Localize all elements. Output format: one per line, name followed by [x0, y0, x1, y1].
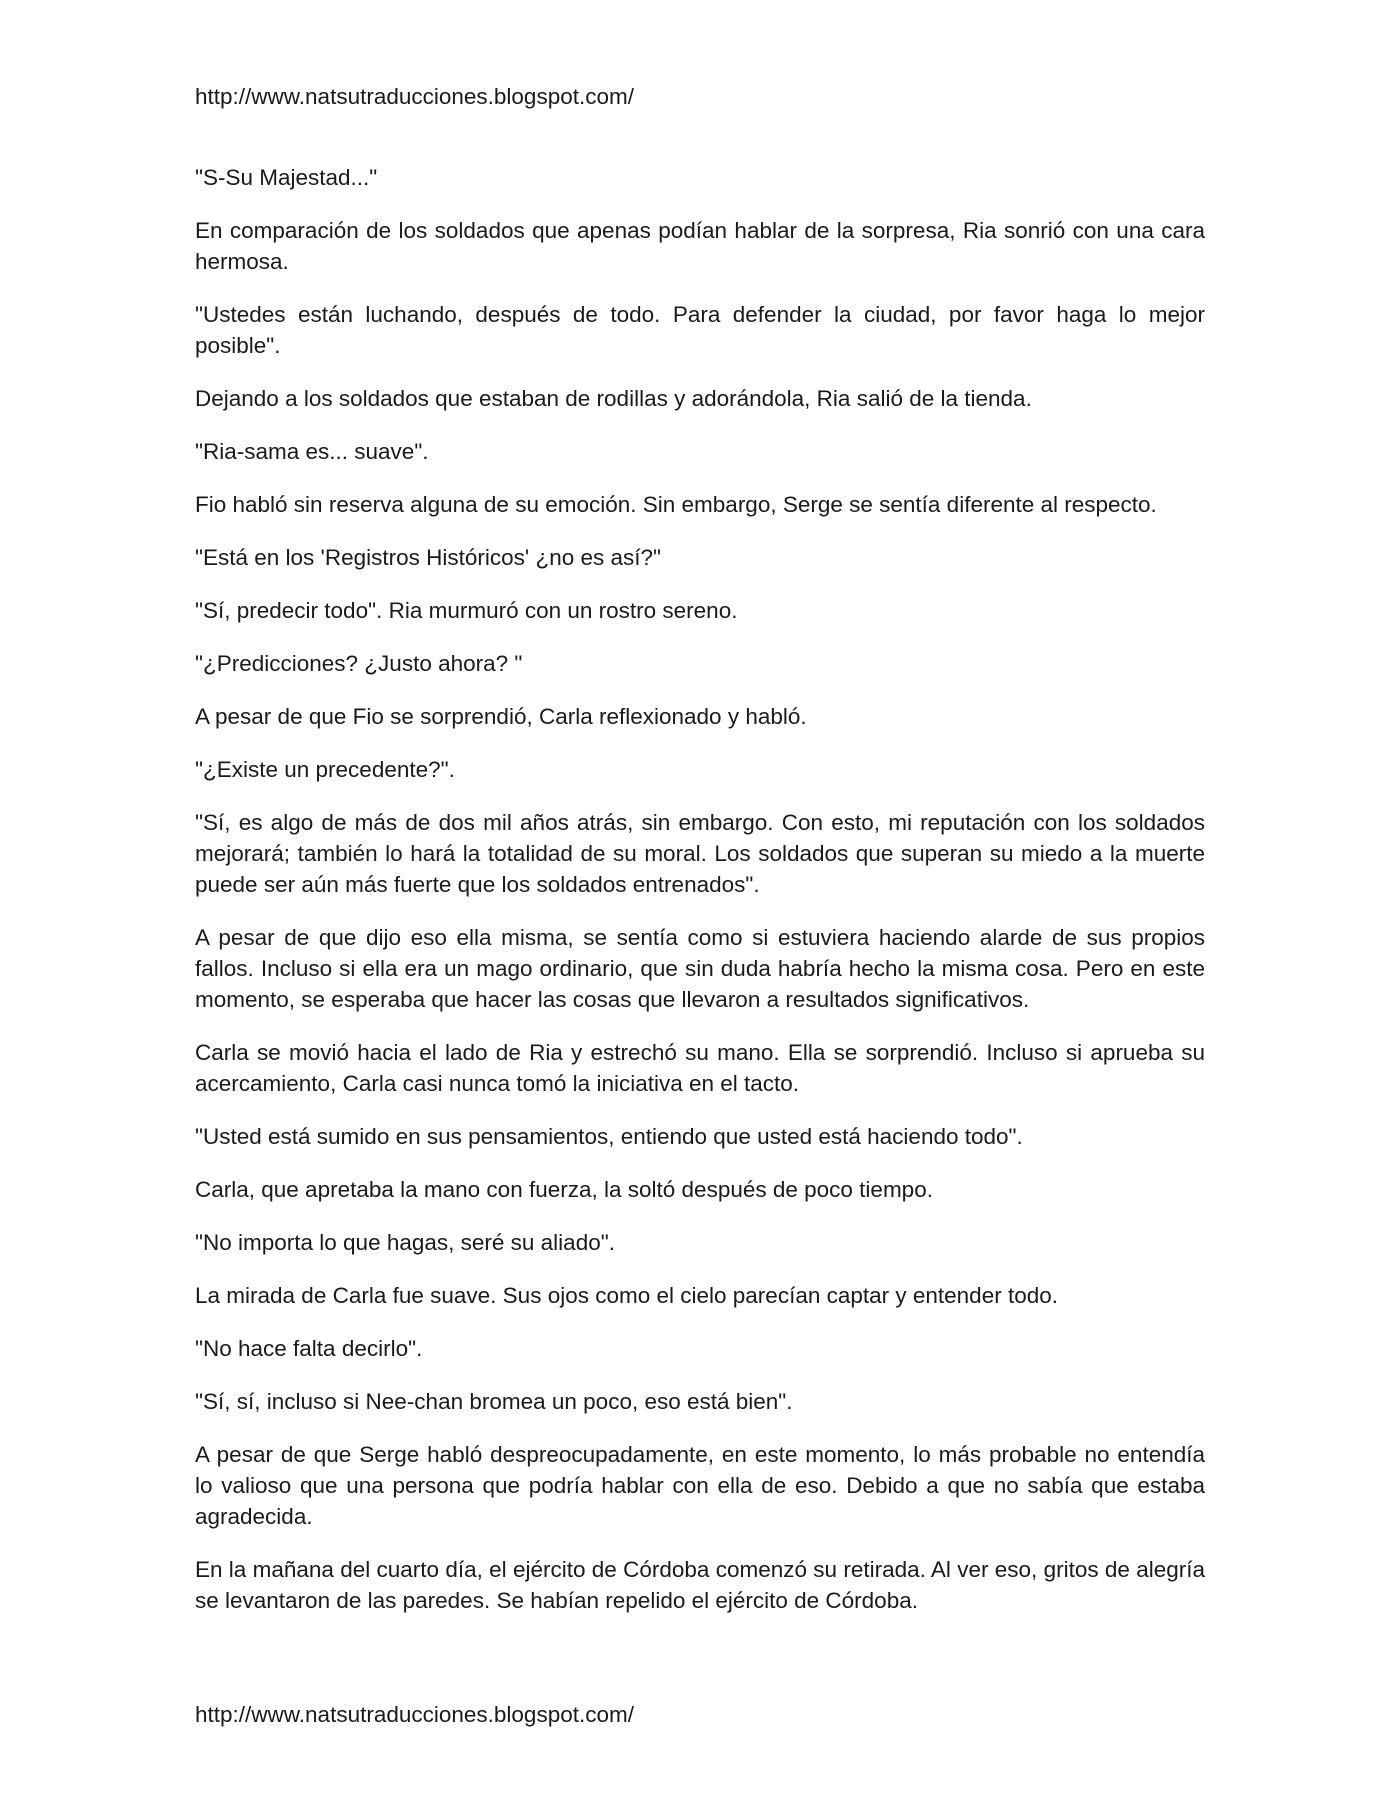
paragraph: Carla, que apretaba la mano con fuerza, la soltó después de poco tiempo.: [195, 1177, 933, 1202]
paragraph: A pesar de que dijo eso ella misma, se sentía como si estuviera haciendo alarde de sus propios fallos. Incluso si ella era un mago ordinario, que sin duda habría hecho la misma cosa. Pero en este momento, se esperaba que hacer las cosas que llevaron a resultados significativos.: [195, 925, 1205, 1012]
paragraph: Fio habló sin reserva alguna de su emoción. Sin embargo, Serge se sentía diferente al respecto.: [195, 492, 1157, 517]
paragraph: "Está en los 'Registros Históricos' ¿no es así?": [195, 545, 661, 570]
paragraph: Carla se movió hacia el lado de Ria y estrechó su mano. Ella se sorprendió. Incluso si aprueba su acercamiento, Carla casi nunca tomó la iniciativa en el tacto.: [195, 1040, 1205, 1096]
paragraph: "S-Su Majestad...": [195, 165, 378, 190]
paragraph: "No importa lo que hagas, seré su aliado".: [195, 1230, 615, 1255]
header-url: http://www.natsutraducciones.blogspot.com/: [195, 84, 634, 109]
paragraph: "Sí, predecir todo". Ria murmuró con un rostro sereno.: [195, 598, 738, 623]
footer-url: http://www.natsutraducciones.blogspot.com/: [195, 1702, 634, 1727]
paragraph: A pesar de que Serge habló despreocupadamente, en este momento, lo más probable no entendía lo valioso que una persona que podría hablar con ella de eso. Debido a que no sabía que estaba agradecida.: [195, 1442, 1205, 1529]
document-body: [195, 162, 1205, 1616]
paragraph: "¿Predicciones? ¿Justo ahora? ": [195, 651, 523, 676]
paragraph: En comparación de los soldados que apenas podían hablar de la sorpresa, Ria sonrió con una cara hermosa.: [195, 218, 1205, 274]
paragraph: La mirada de Carla fue suave. Sus ojos como el cielo parecían captar y entender todo.: [195, 1283, 1058, 1308]
paragraph: "Sí, sí, incluso si Nee-chan bromea un poco, eso está bien".: [195, 1389, 793, 1414]
paragraph: "No hace falta decirlo".: [195, 1336, 423, 1361]
paragraph: Dejando a los soldados que estaban de rodillas y adorándola, Ria salió de la tienda.: [195, 386, 1032, 411]
paragraph: "Ria-sama es... suave".: [195, 439, 429, 464]
paragraph: A pesar de que Fio se sorprendió, Carla reflexionado y habló.: [195, 704, 807, 729]
paragraph: "Usted está sumido en sus pensamientos, entiendo que usted está haciendo todo".: [195, 1124, 1023, 1149]
paragraph: "Sí, es algo de más de dos mil años atrás, sin embargo. Con esto, mi reputación con los soldados mejorará; también lo hará la totalidad de su moral. Los soldados que superan su miedo a la muerte puede ser aún más fuerte que los soldados entrenados".: [195, 810, 1205, 897]
paragraph: "Ustedes están luchando, después de todo. Para defender la ciudad, por favor haga lo mejor posible".: [195, 302, 1205, 358]
paragraph: "¿Existe un precedente?".: [195, 757, 455, 782]
paragraph: En la mañana del cuarto día, el ejército de Córdoba comenzó su retirada. Al ver eso, gritos de alegría se levantaron de las paredes. Se habían repelido el ejército de Córdoba.: [195, 1557, 1205, 1613]
